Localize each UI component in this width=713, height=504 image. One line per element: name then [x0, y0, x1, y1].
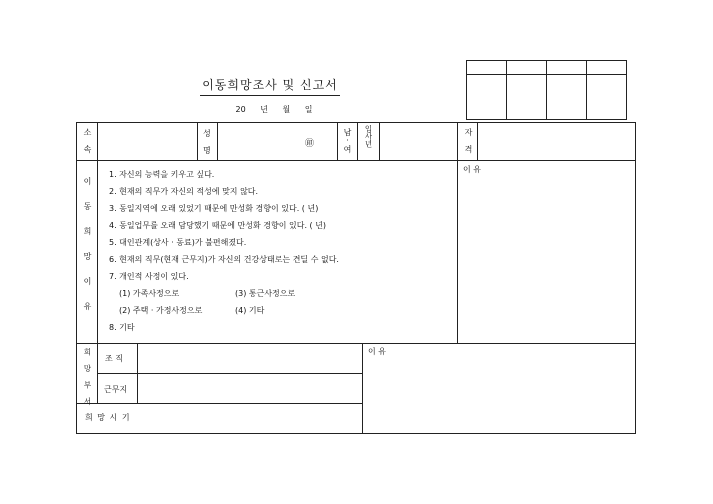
desired-dept-label: 희 망 부 서	[83, 348, 92, 405]
approval-sign-4[interactable]	[587, 75, 627, 120]
reason-item[interactable]: 3. 동일지역에 오래 있었기 때문에 만성화 경향이 있다. ( 년)	[109, 204, 319, 213]
qualification-label: 자 격	[464, 128, 473, 153]
affiliation-field[interactable]	[97, 123, 197, 160]
name-field[interactable]	[217, 123, 337, 160]
document-title: 이동희망조사 및 신고서	[200, 76, 340, 96]
approval-stamp-table	[466, 60, 627, 120]
hire-year-label: 입사년	[364, 125, 373, 148]
reasons-section-label: 이 동 희 망 이 유	[83, 177, 92, 314]
reason-item[interactable]: 6. 현재의 직무(현재 근무지)가 자신의 건강상태로는 견딜 수 없다.	[109, 255, 339, 264]
document-date: 20 년 월 일	[235, 105, 313, 114]
reason-item[interactable]: 2. 현재의 직무가 자신의 적성에 맞지 않다.	[109, 187, 259, 196]
desired-time-field[interactable]	[147, 403, 362, 433]
hire-year-field[interactable]	[379, 123, 457, 160]
desired-workplace-label: 근무지	[104, 385, 128, 394]
desired-org-field[interactable]	[137, 343, 362, 373]
form-table	[76, 122, 636, 434]
approval-header-3	[547, 61, 587, 75]
approval-header-1	[467, 61, 507, 75]
reason-item[interactable]: 8. 기타	[109, 323, 135, 332]
seal-mark: ㊞	[305, 139, 315, 149]
gender-label: 남·여	[343, 128, 352, 153]
approval-header-4	[587, 61, 627, 75]
reason-subitem[interactable]: (3) 통근사정으로	[235, 289, 296, 298]
reason-subitem[interactable]: (1) 가족사정으로	[119, 289, 180, 298]
qualification-field[interactable]	[477, 123, 635, 160]
desired-workplace-field[interactable]	[137, 373, 362, 403]
approval-sign-2[interactable]	[507, 75, 547, 120]
desired-reason-field[interactable]	[362, 343, 635, 433]
desired-org-label: 조 직	[105, 354, 123, 363]
name-label-bottom: 명	[203, 146, 211, 155]
reasons-side-label: 이 유	[463, 165, 481, 174]
reason-item[interactable]: 7. 개인적 사정이 있다.	[109, 272, 189, 281]
affiliation-label: 소 속	[83, 128, 92, 153]
desired-time-label: 희 망 시 기	[85, 413, 131, 422]
approval-sign-1[interactable]	[467, 75, 507, 120]
reasons-side-field[interactable]	[457, 160, 635, 343]
name-label-top: 성	[203, 129, 211, 138]
desired-reason-label: 이 유	[368, 347, 386, 356]
reason-subitem[interactable]: (4) 기타	[235, 306, 265, 315]
reason-item[interactable]: 4. 동일업무를 오래 담당했기 때문에 만성화 경향이 있다. ( 년)	[109, 221, 327, 230]
approval-sign-3[interactable]	[547, 75, 587, 120]
approval-header-2	[507, 61, 547, 75]
reason-subitem[interactable]: (2) 주택 · 가정사정으로	[119, 306, 203, 315]
reason-item[interactable]: 1. 자신의 능력을 키우고 싶다.	[109, 170, 215, 179]
reason-item[interactable]: 5. 대인관계(상사 · 동료)가 불편해졌다.	[109, 238, 247, 247]
